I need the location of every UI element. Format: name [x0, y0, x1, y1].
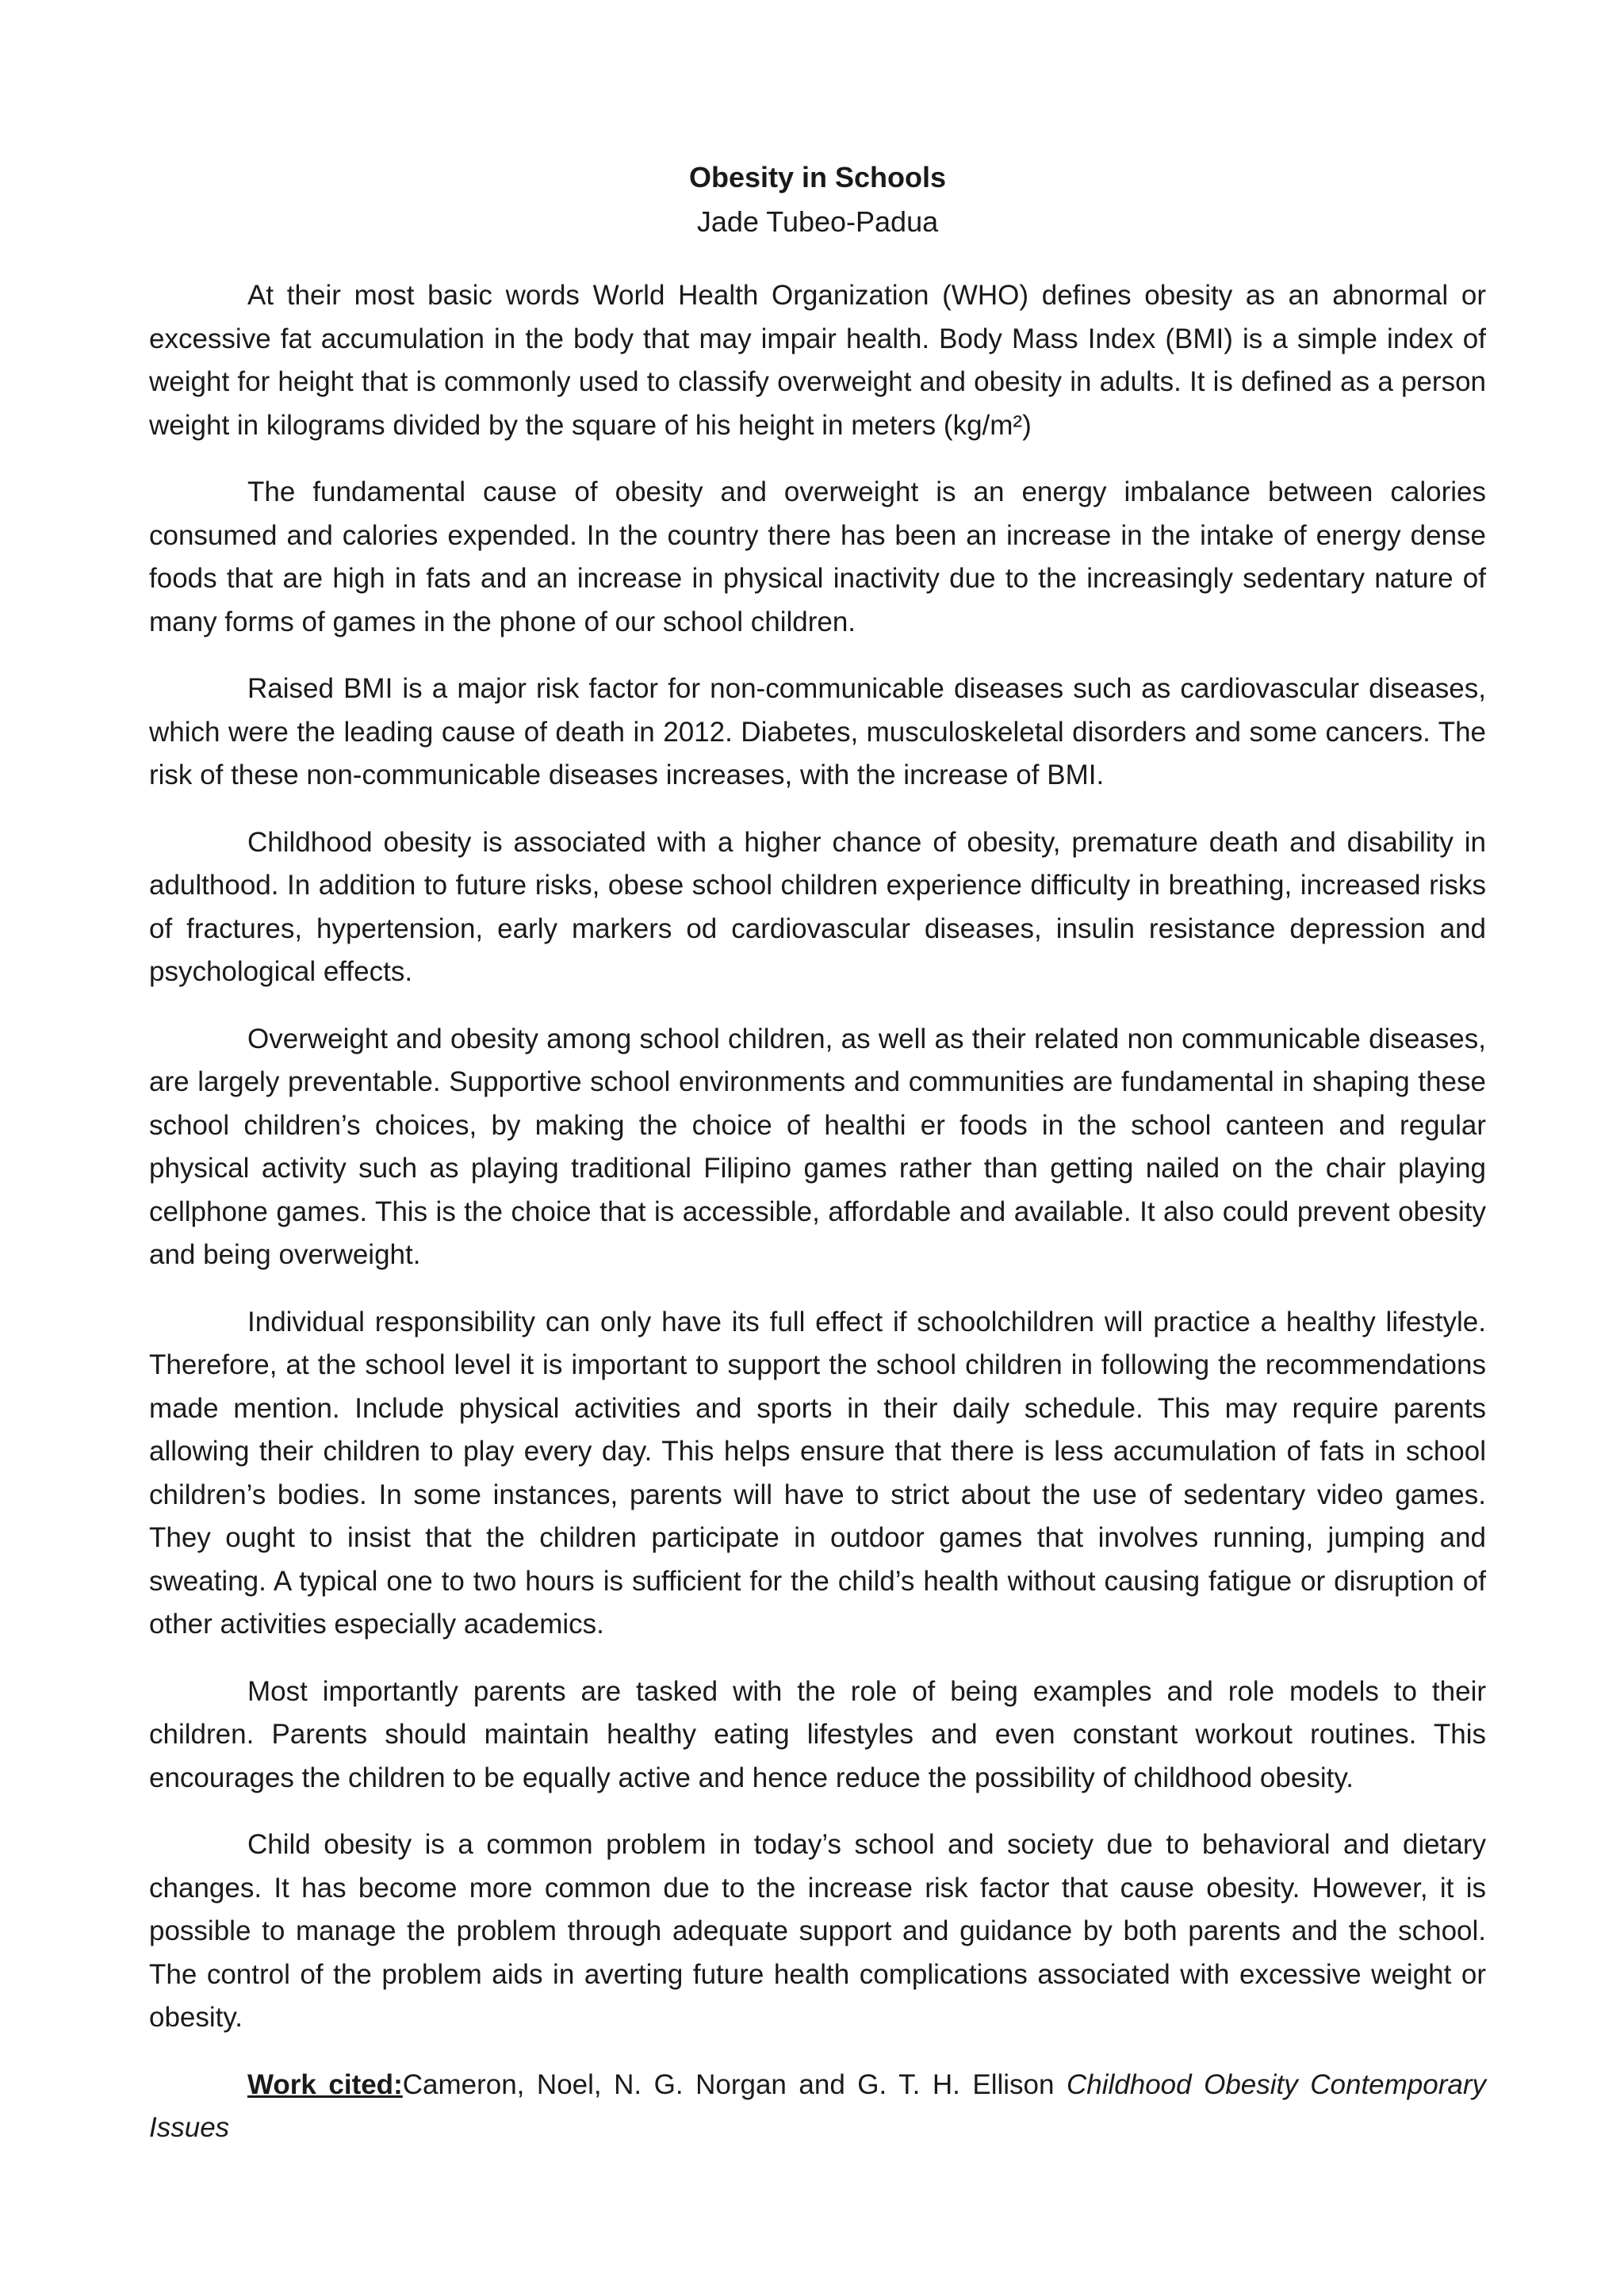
paragraph-6: Individual responsibility can only have its full effect if schoolchildren will practice a healthy lifestyle. Therefore, at the school level it is important to support the school children in following the recommendations made mention. Include physical activities and sports in their daily schedule. This may require parents allowing their children to play every day. This helps ensure that there is less accumulation of fats in school children’s bodies. In some instances, parents will have to strict about the use of sedentary video games. They ought to insist that the children participate in outdoor games that involves running, jumping and sweating. A typical one to two hours is sufficient for the child’s health without causing fatigue or disruption of other activities especially academics. — [149, 1306, 1486, 1640]
paragraph-8: Child obesity is a common problem in today’s school and society due to behavioral and dietary changes. It has become more common due to the increase risk factor that cause obesity. However, it is possible to manage the problem through adequate support and guidance by both parents and the school. The control of the problem aids in averting future health complications associated with excessive weight or obesity. — [149, 1829, 1486, 2033]
document-title: Obesity in Schools — [688, 161, 947, 193]
works-cited — [149, 2064, 1486, 2150]
works-cited-title: Childhood Obesity Contemporary Issues — [149, 2068, 1487, 2143]
title-block — [149, 155, 1486, 244]
paragraph-1: At their most basic words World Health Organization (WHO) defines obesity as an abnormal or excessive fat accumulation in the body that may impair health. Body Mass Index (BMI) is a simple index of weight for height that is commonly used to classify overweight and obesity in adults. It is defined as a person weight in kilograms divided by the square of his height in meters (kg/m²) — [149, 280, 1486, 441]
paragraph-7: Most importantly parents are tasked with the role of being examples and role models to their children. Parents should maintain healthy eating lifestyles and even constant workout routines. This encourages the children to be equally active and hence reduce the possibility of childhood obesity. — [149, 1675, 1486, 1793]
document-page — [149, 155, 1486, 2150]
works-cited-authors: Cameron, Noel, N. G. Norgan and G. T. H. Ellison — [402, 2068, 1067, 2100]
document-author: Jade Tubeo-Padua — [696, 205, 939, 238]
paragraph-5: Overweight and obesity among school children, as well as their related non communicable diseases, are largely preventable. Supportive school environments and communities are fundamental in shaping these school children’s choices, by making the choice of healthi er foods in the school canteen and regular physical activity such as playing traditional Filipino games rather than getting nailed on the chair playing cellphone games. This is the choice that is accessible, affordable and available. It also could prevent obesity and being overweight. — [149, 1023, 1486, 1270]
paragraph-2: The fundamental cause of obesity and overweight is an energy imbalance between calories consumed and calories expended. In the country there has been an increase in the intake of energy dense foods that are high in fats and an increase in physical inactivity due to the increasingly sedentary nature of many forms of games in the phone of our school children. — [149, 476, 1486, 637]
works-cited-label: Work cited: — [247, 2068, 403, 2100]
paragraph-4: Childhood obesity is associated with a higher chance of obesity, premature death and disability in adulthood. In addition to future risks, obese school children experience difficulty in breathing, increased risks of fractures, hypertension, early markers od cardiovascular diseases, insulin resistance depression and psychological effects. — [149, 826, 1486, 987]
paragraph-3: Raised BMI is a major risk factor for non-communicable diseases such as cardiovascular diseases, which were the leading cause of death in 2012. Diabetes, musculoskeletal disorders and some cancers. The risk of these non-communicable diseases increases, with the increase of BMI. — [149, 673, 1486, 790]
